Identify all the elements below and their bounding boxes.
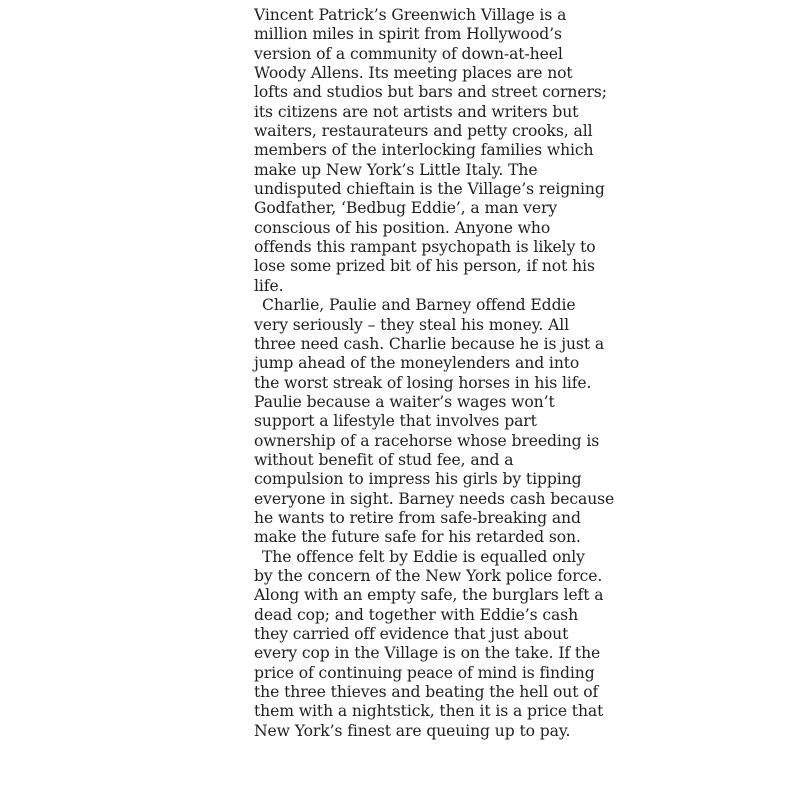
paragraph-2 <box>254 296 800 547</box>
text-line: three need cash. Charlie because he is just a <box>254 334 605 353</box>
text-line: Vincent Patrick’s Greenwich Village is a <box>254 6 567 24</box>
text-line: its citizens are not artists and writers but <box>254 102 579 121</box>
text-line: they carried off evidence that just about <box>254 625 569 643</box>
text-line: million miles in spirit from Hollywood’s <box>254 25 562 44</box>
text-line: compulsion to impress his girls by tipping <box>254 470 582 489</box>
text-line: undisputed chieftain is the Village’s reigning <box>254 180 605 199</box>
text-line: Paulie because a waiter’s wages won’t <box>254 392 555 411</box>
text-line: life. <box>254 276 284 295</box>
text-line: Godfather, ‘Bedbug Eddie’, a man very <box>254 199 558 218</box>
text-line: he wants to retire from safe-breaking and <box>254 508 581 527</box>
text-line: members of the interlocking families which <box>254 141 594 160</box>
text-line: everyone in sight. Barney needs cash because <box>254 489 615 508</box>
text-line: the worst streak of losing horses in his life. <box>254 373 592 392</box>
text-line: without benefit of stud fee, and a <box>254 450 514 469</box>
text-line: lose some prized bit of his person, if not his <box>254 257 595 276</box>
text-line: support a lifestyle that involves part <box>254 412 537 431</box>
text-line: Along with an empty safe, the burglars left a <box>254 586 604 605</box>
text-line: by the concern of the New York police force. <box>254 566 603 585</box>
text-line: make up New York’s Little Italy. The <box>254 160 538 179</box>
text-line: Charlie, Paulie and Barney offend Eddie <box>262 296 576 315</box>
text-line: dead cop; and together with Eddie’s cash <box>254 605 579 624</box>
text-line: ownership of a racehorse whose breeding is <box>254 431 600 450</box>
text-line: The offence felt by Eddie is equalled only <box>262 547 585 566</box>
paragraph-3 <box>254 548 800 741</box>
text-line: every cop in the Village is on the take. If the <box>254 644 601 663</box>
text-line: jump ahead of the moneylenders and into <box>254 354 580 373</box>
text-line: the three thieves and beating the hell out of <box>254 683 599 702</box>
text-line: Woody Allens. Its meeting places are not <box>254 64 573 83</box>
text-line: lofts and studios but bars and street corners; <box>254 83 607 102</box>
text-line: conscious of his position. Anyone who <box>254 218 551 237</box>
text-line: price of continuing peace of mind is finding <box>254 663 595 682</box>
text-line: very seriously – they steal his money. All <box>254 315 570 334</box>
text-line: make the future safe for his retarded son. <box>254 528 581 547</box>
paragraph-1 <box>254 6 800 296</box>
blurb-text <box>254 6 800 741</box>
text-line: them with a nightstick, then it is a price that <box>254 702 604 721</box>
text-line: waiters, restaurateurs and petty crooks, all <box>254 122 593 141</box>
text-line: version of a community of down-at-heel <box>254 44 563 63</box>
text-line: offends this rampant psychopath is likely to <box>254 238 596 257</box>
text-line: New York’s finest are queuing up to pay. <box>254 721 571 740</box>
